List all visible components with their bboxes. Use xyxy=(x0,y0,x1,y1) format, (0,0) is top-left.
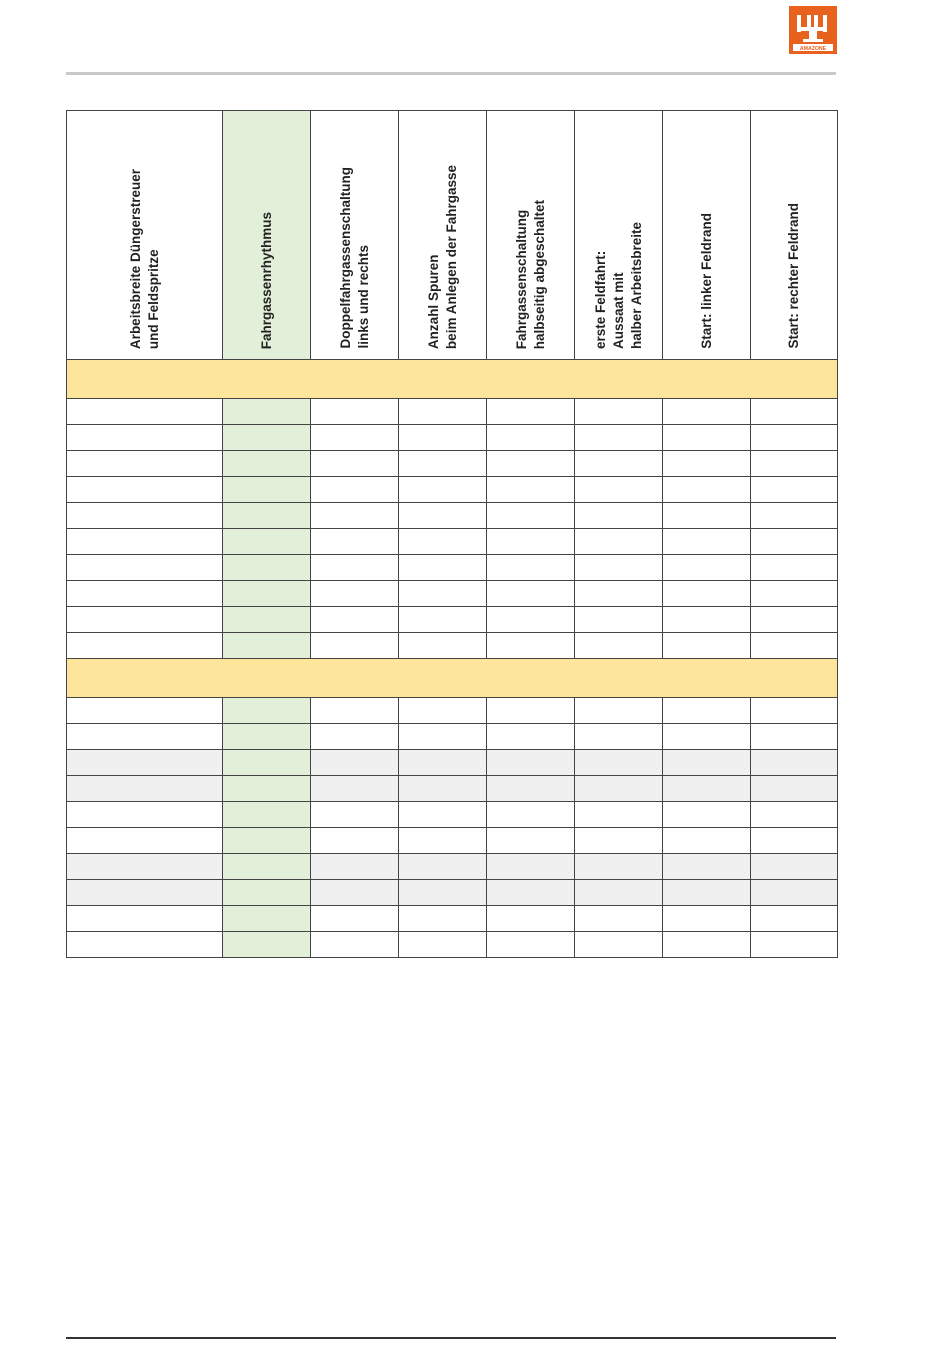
header-first-pass: erste Feldfahrt: Aussaat mit halber Arbeitsbreite xyxy=(575,111,663,360)
section-band xyxy=(67,659,838,698)
table-row xyxy=(67,776,838,802)
footer-rule xyxy=(66,1337,836,1339)
amazone-logo xyxy=(789,6,837,54)
table-row xyxy=(67,425,838,451)
header-row xyxy=(67,111,838,360)
svg-text:AMAZONE: AMAZONE xyxy=(799,46,827,52)
header-tramline-rhythm: Fahrgassenrhythmus xyxy=(223,111,311,360)
table-row xyxy=(67,750,838,776)
tramline-table xyxy=(66,110,838,958)
table-row xyxy=(67,724,838,750)
table-row xyxy=(67,581,838,607)
table-row xyxy=(67,477,838,503)
header-track-count: Anzahl Spuren beim Anlegen der Fahrgasse xyxy=(399,111,487,360)
header-start-left: Start: linker Feldrand xyxy=(663,111,751,360)
header-working-width: Arbeitsbreite Düngerstreuer und Feldspritze xyxy=(67,111,223,360)
brand-mark-icon xyxy=(789,6,837,54)
section-row-2 xyxy=(67,659,838,698)
table-row xyxy=(67,503,838,529)
table-row xyxy=(67,529,838,555)
table-row xyxy=(67,906,838,932)
section-row-1 xyxy=(67,360,838,399)
table-row xyxy=(67,607,838,633)
table-row xyxy=(67,633,838,659)
header-half-side-switch: Fahrgassenschaltung halbseitig abgeschaltet xyxy=(487,111,575,360)
header-double-tramline: Doppelfahrgassenschaltung links und rechts xyxy=(311,111,399,360)
table-row xyxy=(67,828,838,854)
section-band xyxy=(67,360,838,399)
table-row xyxy=(67,399,838,425)
header-start-right: Start: rechter Feldrand xyxy=(751,111,838,360)
header-rule xyxy=(66,72,836,75)
table-row xyxy=(67,802,838,828)
table-row xyxy=(67,854,838,880)
table-row xyxy=(67,555,838,581)
table-row xyxy=(67,932,838,958)
table-row xyxy=(67,698,838,724)
table-row xyxy=(67,880,838,906)
table-row xyxy=(67,451,838,477)
